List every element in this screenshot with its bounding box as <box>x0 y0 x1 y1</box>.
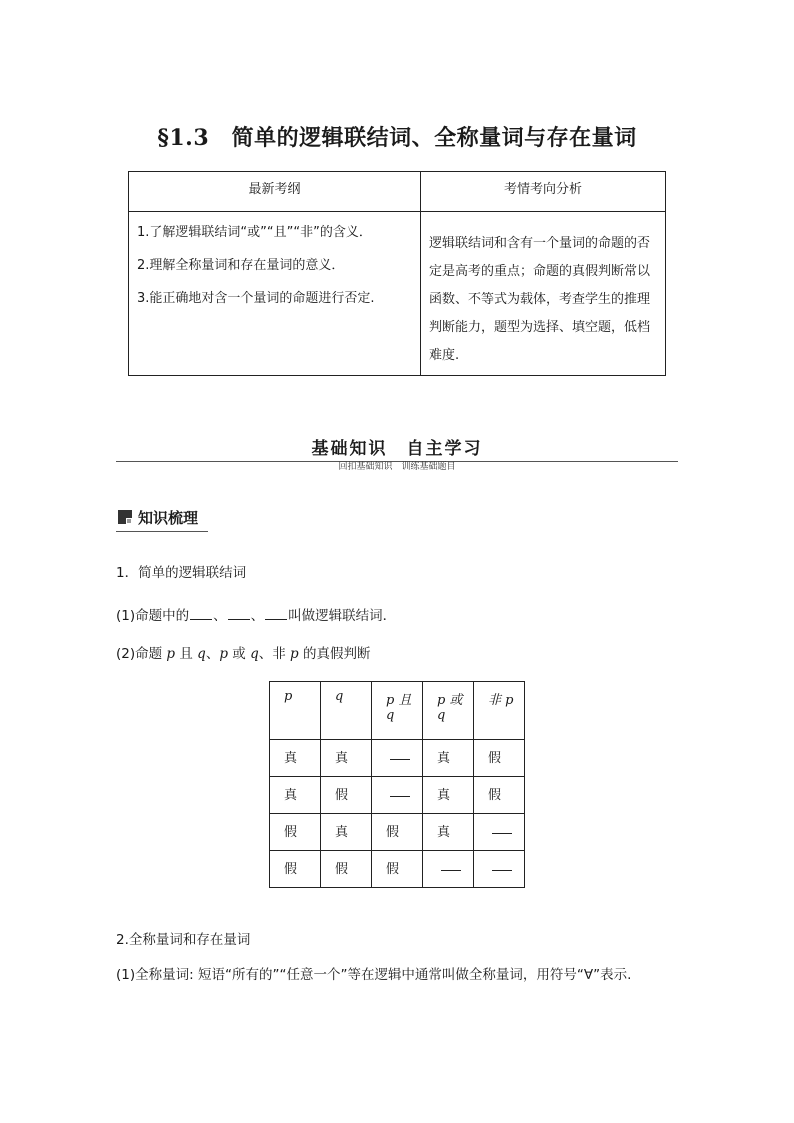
item2-heading: 2.全称量词和存在量词 <box>116 932 251 948</box>
banner-title: 基础知识 自主学习 <box>311 439 483 459</box>
syllabus-item: 2.理解全称量词和存在量词的意义． <box>137 258 345 273</box>
knowledge-section-header <box>116 507 208 532</box>
outline-header-analysis: 考情考向分析 <box>421 172 666 212</box>
table-header-cell: 非 p <box>474 682 525 740</box>
table-row: 真 真 真 假 <box>270 739 525 776</box>
syllabus-cell <box>129 212 421 376</box>
answer-blank <box>265 607 287 620</box>
answer-blank <box>228 607 250 620</box>
table-header-cell: p <box>270 682 321 740</box>
syllabus-item: 3.能正确地对含一个量词的命题进行否定. <box>137 291 375 306</box>
table-row: 假 真 假 真 <box>270 813 525 850</box>
item1-heading: 1．简单的逻辑联结词 <box>116 565 247 581</box>
analysis-cell: 逻辑联结词和含有一个量词的命题的否定是高考的重点；命题的真假判断常以函数、不等式为载体，考查学生的推理判断能力，题型为选择、填空题，低档难度. <box>421 212 666 376</box>
exam-outline-table <box>128 171 666 376</box>
outline-header-syllabus: 最新考纲 <box>129 172 421 212</box>
syllabus-item: 1.了解逻辑联结词“或”“且”“非”的含义． <box>137 225 372 240</box>
answer-blank <box>492 858 512 871</box>
table-row: 真 假 真 假 <box>270 776 525 813</box>
answer-blank <box>390 747 410 760</box>
answer-blank <box>390 784 410 797</box>
table-header-cell: p 且 q <box>372 682 423 740</box>
table-header-cell: q <box>321 682 372 740</box>
item1-1: (1)命题中的 、 、 叫做逻辑联结词． <box>116 608 397 624</box>
knowledge-label: 知识梳理 <box>138 509 199 527</box>
table-row: 假 假 假 <box>270 850 525 887</box>
item2-1-text: (1)全称量词: 短语“所有的”“任意一个”等在逻辑中通常叫做全称量词，用符号“∀”表示. <box>116 967 632 983</box>
truth-table <box>269 681 525 888</box>
item1-2: (2)命题 p 且 q、p 或 q、非 p 的真假判断 <box>116 646 371 662</box>
answer-blank <box>441 858 461 871</box>
banner-subtitle: 回扣基础知识 训练基础题目 <box>332 462 461 472</box>
square-bullet-icon <box>118 510 132 524</box>
table-header-cell: p 或 q <box>423 682 474 740</box>
answer-blank <box>190 607 212 620</box>
answer-blank <box>492 821 512 834</box>
page-title: §1.3 简单的逻辑联结词、全称量词与存在量词 <box>157 125 637 151</box>
section-banner <box>116 434 678 472</box>
